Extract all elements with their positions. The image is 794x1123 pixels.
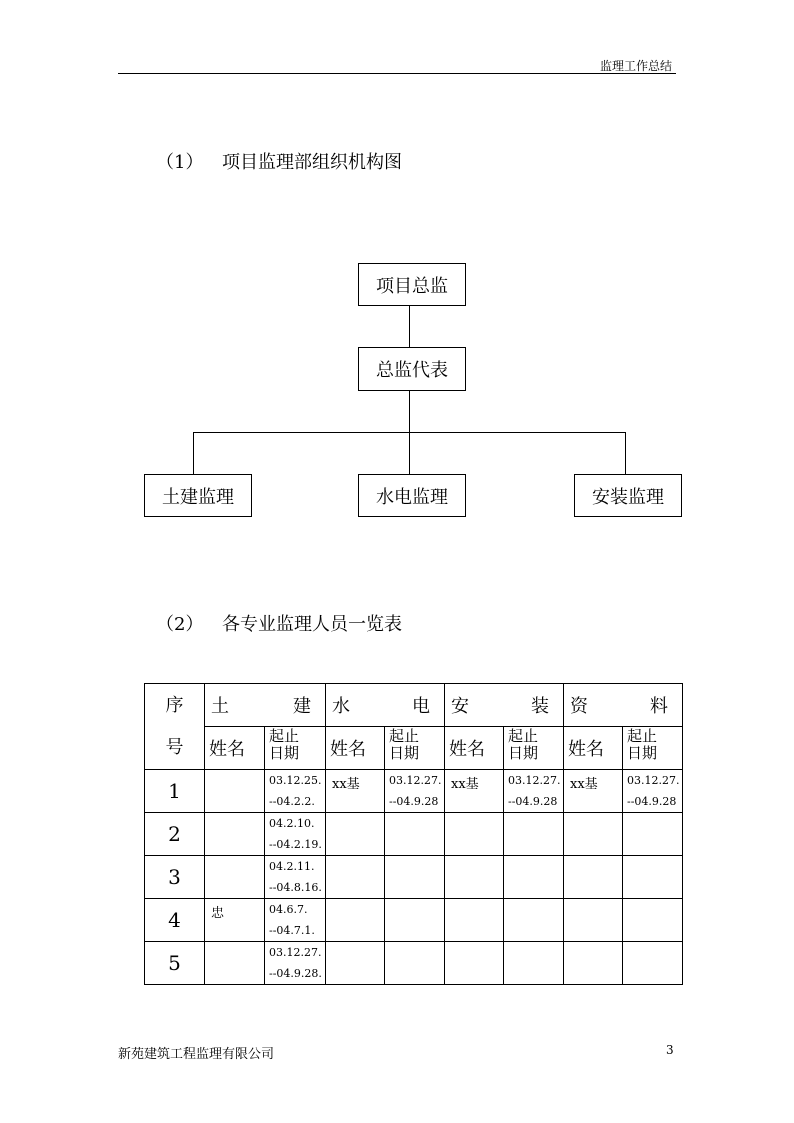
staff-name-cell (564, 942, 623, 985)
staff-name-cell (326, 942, 385, 985)
staff-date-cell: 03.12.25. --04.2.2. (265, 770, 326, 813)
row-seq: 3 (145, 856, 205, 899)
staff-date-cell: 04.2.10. --04.2.19. (265, 813, 326, 856)
org-box-installation: 安装监理 (574, 474, 682, 517)
row-seq: 2 (145, 813, 205, 856)
staff-name-cell: 忠 (205, 899, 265, 942)
subheader-name: 姓名 (205, 727, 265, 770)
staff-date-cell: 04.2.11. --04.8.16. (265, 856, 326, 899)
section1-heading (156, 148, 402, 174)
staff-date-cell (504, 899, 564, 942)
row-seq: 4 (145, 899, 205, 942)
staff-name-cell (445, 813, 504, 856)
subheader-name: 姓名 (564, 727, 623, 770)
staff-date-cell (504, 813, 564, 856)
section1-title: 项目监理部组织机构图 (222, 152, 402, 173)
connector-left (193, 432, 194, 475)
staff-name-cell (445, 856, 504, 899)
subheader-date: 起止 日期 (385, 727, 445, 770)
staff-date-cell: 04.6.7. --04.7.1. (265, 899, 326, 942)
staff-table (144, 683, 683, 985)
org-box-civil: 土建监理 (144, 474, 252, 517)
table-row (145, 942, 683, 985)
group-header-installation: 安 装 (445, 684, 564, 727)
staff-date-cell: 03.12.27. --04.9.28 (385, 770, 445, 813)
subheader-date: 起止 日期 (504, 727, 564, 770)
staff-date-cell (504, 942, 564, 985)
footer-company: 新苑建筑工程监理有限公司 (118, 1047, 275, 1062)
connector-mid (409, 390, 410, 433)
staff-name-cell (205, 856, 265, 899)
org-box-deputy: 总监代表 (358, 347, 466, 391)
staff-date-cell (623, 899, 683, 942)
page-number: 3 (666, 1043, 674, 1057)
connector-top (409, 305, 410, 347)
table-header-row (145, 684, 683, 727)
running-header: 监理工作总结 (600, 59, 673, 73)
section2-heading (156, 610, 402, 636)
staff-name-cell (564, 856, 623, 899)
staff-date-cell (504, 856, 564, 899)
connector-right (625, 432, 626, 475)
staff-name-cell (326, 899, 385, 942)
org-box-water-electric: 水电监理 (358, 474, 466, 517)
table-subheader-row (145, 727, 683, 770)
staff-name-cell (205, 770, 265, 813)
staff-name-cell: xx基 (326, 770, 385, 813)
staff-name-cell (445, 899, 504, 942)
staff-date-cell (385, 856, 445, 899)
staff-name-cell: xx基 (445, 770, 504, 813)
staff-date-cell: 03.12.27. --04.9.28. (265, 942, 326, 985)
staff-name-cell: xx基 (564, 770, 623, 813)
staff-name-cell (205, 813, 265, 856)
staff-name-cell (445, 942, 504, 985)
subheader-name: 姓名 (326, 727, 385, 770)
header-rule (118, 73, 676, 74)
staff-name-cell (205, 942, 265, 985)
staff-date-cell (385, 813, 445, 856)
connector-center (409, 432, 410, 475)
seq-header: 序 号 (145, 684, 205, 770)
staff-name-cell (326, 813, 385, 856)
row-seq: 1 (145, 770, 205, 813)
staff-date-cell: 03.12.27. --04.9.28 (504, 770, 564, 813)
staff-name-cell (564, 813, 623, 856)
table-row (145, 899, 683, 942)
table-row (145, 770, 683, 813)
row-seq: 5 (145, 942, 205, 985)
group-header-civil: 土 建 (205, 684, 326, 727)
table-row (145, 813, 683, 856)
section2-number: （2） (156, 614, 204, 635)
section1-number: （1） (156, 152, 204, 173)
staff-date-cell (623, 942, 683, 985)
subheader-date: 起止 日期 (265, 727, 326, 770)
section2-title: 各专业监理人员一览表 (222, 614, 402, 635)
table-row (145, 856, 683, 899)
staff-date-cell: 03.12.27. --04.9.28 (623, 770, 683, 813)
staff-date-cell (385, 899, 445, 942)
staff-date-cell (385, 942, 445, 985)
group-header-water-electric: 水 电 (326, 684, 445, 727)
group-header-documents: 资 料 (564, 684, 683, 727)
staff-name-cell (564, 899, 623, 942)
staff-date-cell (623, 813, 683, 856)
subheader-name: 姓名 (445, 727, 504, 770)
staff-date-cell (623, 856, 683, 899)
subheader-date: 起止 日期 (623, 727, 683, 770)
staff-name-cell (326, 856, 385, 899)
org-box-director: 项目总监 (358, 263, 466, 306)
